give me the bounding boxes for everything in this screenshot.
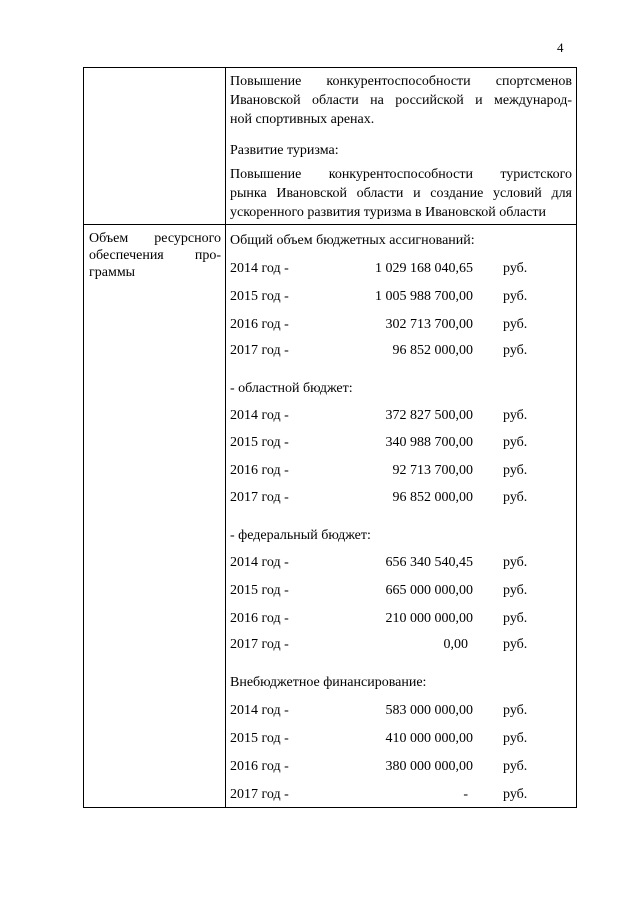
extrabudget-year: 2016 год -: [230, 759, 289, 774]
extrabudget-unit: руб.: [503, 731, 528, 746]
extrabudget-unit: руб.: [503, 787, 528, 802]
extrabudget-unit: руб.: [503, 703, 528, 718]
federal-unit: руб.: [503, 583, 528, 598]
regional-amount: 96 852 000,00: [392, 490, 473, 505]
total-unit: руб.: [503, 261, 528, 276]
total-unit: руб.: [503, 289, 528, 304]
goal-tourism-line: Повышение конкурентоспособности туристского: [230, 167, 572, 182]
column-divider: [225, 68, 226, 807]
total-amount: 1 029 168 040,65: [375, 261, 473, 276]
total-amount: 96 852 000,00: [392, 343, 473, 358]
extrabudget-unit: руб.: [503, 759, 528, 774]
extrabudget-year: 2014 год -: [230, 703, 289, 718]
total-year: 2015 год -: [230, 289, 289, 304]
goal-tourism-line: рынка Ивановской области и создание условий для: [230, 186, 572, 201]
extrabudget-year: 2017 год -: [230, 787, 289, 802]
regional-year: 2014 год -: [230, 408, 289, 423]
total-year: 2016 год -: [230, 317, 289, 332]
regional-year: 2016 год -: [230, 463, 289, 478]
page-number: 4: [557, 40, 564, 55]
total-unit: руб.: [503, 343, 528, 358]
regional-amount: 372 827 500,00: [385, 408, 473, 423]
regional-amount: 92 713 700,00: [392, 463, 473, 478]
federal-heading: - федеральный бюджет:: [230, 528, 371, 543]
tourism-heading: Развитие туризма:: [230, 143, 339, 158]
regional-year: 2017 год -: [230, 490, 289, 505]
total-unit: руб.: [503, 317, 528, 332]
federal-unit: руб.: [503, 637, 528, 652]
resource-label-line: обеспечения про-: [89, 248, 221, 263]
extrabudget-amount: 410 000 000,00: [385, 731, 473, 746]
total-year: 2014 год -: [230, 261, 289, 276]
federal-year: 2017 год -: [230, 637, 289, 652]
extrabudget-amount: -: [463, 787, 468, 802]
federal-year: 2015 год -: [230, 583, 289, 598]
extrabudget-amount: 583 000 000,00: [385, 703, 473, 718]
federal-unit: руб.: [503, 555, 528, 570]
extrabudget-amount: 380 000 000,00: [385, 759, 473, 774]
regional-year: 2015 год -: [230, 435, 289, 450]
federal-amount: 656 340 540,45: [385, 555, 473, 570]
total-year: 2017 год -: [230, 343, 289, 358]
row-divider: [84, 224, 576, 225]
total-amount: 302 713 700,00: [385, 317, 473, 332]
federal-amount: 0,00: [443, 637, 468, 652]
federal-unit: руб.: [503, 611, 528, 626]
goal-sport-line: ной спортивных аренах.: [230, 112, 375, 127]
goal-tourism-line: ускоренного развития туризма в Ивановской области: [230, 205, 547, 220]
regional-unit: руб.: [503, 435, 528, 450]
regional-unit: руб.: [503, 490, 528, 505]
extrabudget-year: 2015 год -: [230, 731, 289, 746]
federal-year: 2014 год -: [230, 555, 289, 570]
goal-sport-line: Повышение конкурентоспособности спортсменов: [230, 74, 572, 89]
resource-label-line: Объем ресурсного: [89, 231, 221, 246]
regional-amount: 340 988 700,00: [385, 435, 473, 450]
federal-amount: 210 000 000,00: [385, 611, 473, 626]
federal-year: 2016 год -: [230, 611, 289, 626]
resource-label: [89, 230, 221, 281]
total-amount: 1 005 988 700,00: [375, 289, 473, 304]
regional-unit: руб.: [503, 408, 528, 423]
regional-heading: - областной бюджет:: [230, 381, 353, 396]
goal-sport-line: Ивановской области на российской и международ-: [230, 93, 572, 108]
federal-amount: 665 000 000,00: [385, 583, 473, 598]
goal-sport-text: [230, 72, 572, 129]
goal-tourism-text: [230, 165, 572, 222]
resource-label-line: граммы: [89, 265, 136, 280]
extrabudget-heading: Внебюджетное финансирование:: [230, 675, 427, 690]
regional-unit: руб.: [503, 463, 528, 478]
total-heading: Общий объем бюджетных ассигнований:: [230, 233, 475, 248]
program-table: [83, 67, 577, 808]
